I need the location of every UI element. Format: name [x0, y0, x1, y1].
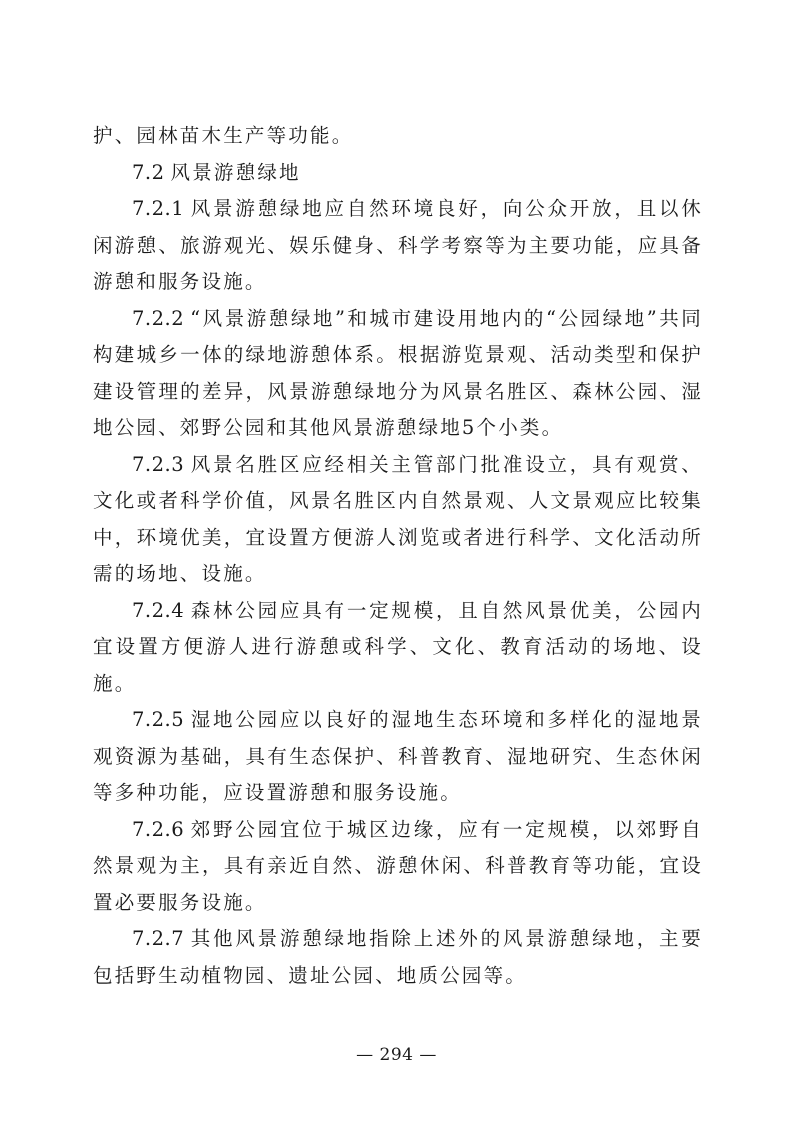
clause-7-2-4: [93, 593, 703, 703]
paragraph-text: 护、园林苗木生产等功能。: [93, 124, 354, 147]
clause-text: 风景名胜区应经相关主管部门批准设立，具有观赏、文化或者科学价值，风景名胜区内自然景观、人文景观应比较集中，环境优美，宜设置方便游人浏览或者进行科学、文化活动所需的场地、设施。: [93, 452, 703, 585]
clause-7-2-2: [93, 301, 703, 447]
clause-number: 7.2.1: [132, 197, 185, 220]
clause-7-2-5: [93, 702, 703, 812]
clause-number: 7.2.3: [132, 452, 185, 476]
clause-text: 风景游憩绿地应自然环境良好，向公众开放，且以休闲游憩、旅游观光、娱乐健身、科学考察等为主要功能，应具备游憩和服务设施。: [93, 197, 703, 293]
section-title: 风景游憩绿地: [170, 160, 301, 184]
clause-7-2-7: [93, 921, 703, 994]
section-heading-7-2: [93, 155, 703, 192]
section-number: 7.2: [132, 160, 165, 184]
clause-text: 郊野公园宜位于城区边缘，应有一定规模，以郊野自然景观为主，具有亲近自然、游憩休闲、科普教育等功能，宜设置必要服务设施。: [93, 817, 703, 914]
clause-7-2-1: [93, 191, 703, 301]
clause-text: “风景游憩绿地”和城市建设用地内的“公园绿地”共同构建城乡一体的绿地游憩体系。根据游览景观、活动类型和保护建设管理的差异，风景游憩绿地分为风景名胜区、森林公园、湿地公园、郊野公园和其他风景游憩绿地5个小类。: [93, 306, 703, 439]
clause-number: 7.2.2: [132, 306, 185, 330]
document-body: [93, 118, 703, 994]
clause-number: 7.2.6: [132, 817, 185, 841]
clause-number: 7.2.4: [132, 598, 185, 622]
page-number: — 294 —: [356, 1045, 437, 1065]
clause-text: 森林公园应具有一定规模，且自然风景优美，公园内宜设置方便游人进行游憩或科学、文化、教育活动的场地、设施。: [93, 598, 703, 695]
clause-7-2-6: [93, 812, 703, 922]
clause-7-2-3: [93, 447, 703, 593]
clause-text: 湿地公园应以良好的湿地生态环境和多样化的湿地景观资源为基础，具有生态保护、科普教育、湿地研究、生态休闲等多种功能，应设置游憩和服务设施。: [93, 708, 703, 804]
clause-number: 7.2.5: [132, 708, 185, 731]
paragraph-continuation: [93, 118, 703, 155]
clause-text: 其他风景游憩绿地指除上述外的风景游憩绿地，主要包括野生动植物园、遗址公园、地质公园等。: [93, 927, 703, 987]
clause-number: 7.2.7: [132, 927, 185, 950]
